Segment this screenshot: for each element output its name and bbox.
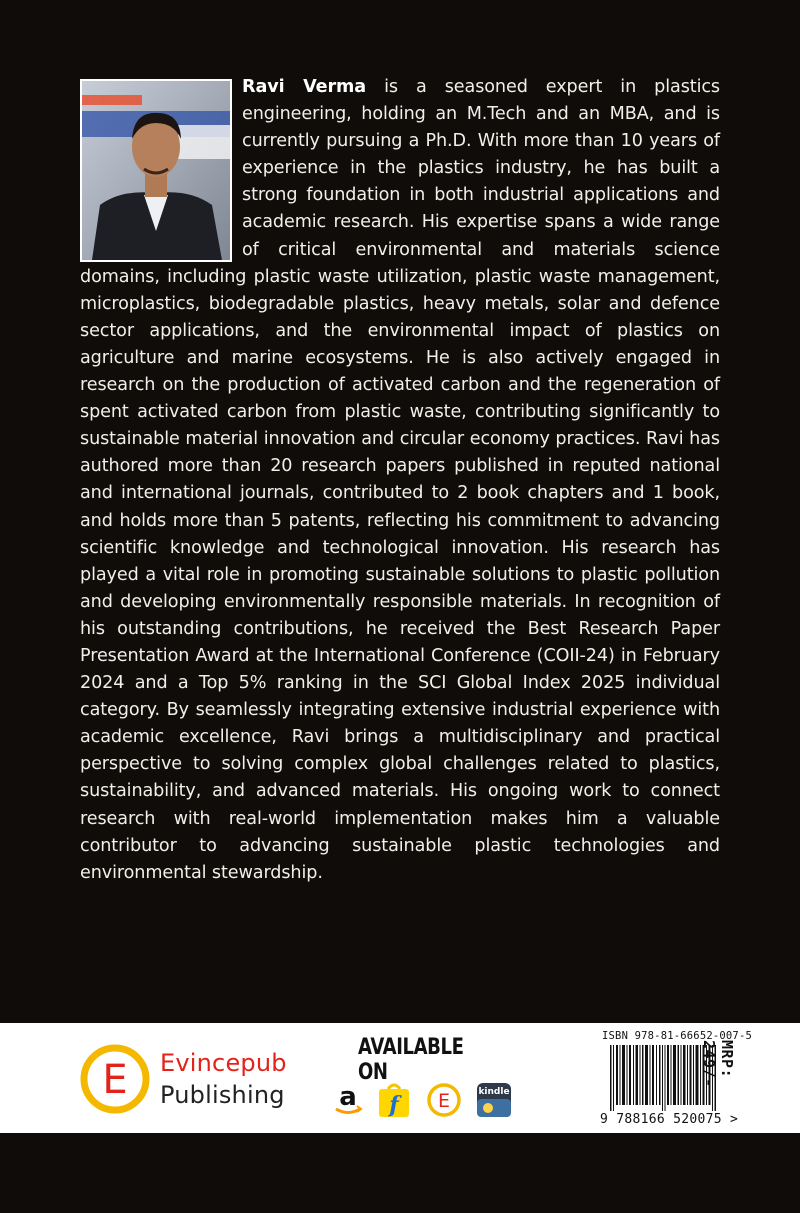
available-on-title: AVAILABLE ON [358, 1035, 464, 1085]
publisher-name-line1: Evincepub [160, 1049, 287, 1077]
author-name: Ravi Verma [242, 77, 367, 97]
evincepub-store-icon [426, 1081, 462, 1119]
isbn-digits: 9 788166 520075 > [600, 1112, 739, 1127]
svg-text:E: E [437, 1090, 451, 1112]
svg-text:kindle: kindle [478, 1087, 510, 1097]
photo-spacer [80, 74, 232, 259]
logo-letter: E [102, 1057, 128, 1103]
author-bio [80, 74, 720, 887]
svg-text:a: a [339, 1082, 357, 1112]
svg-text:f: f [389, 1092, 399, 1118]
amazon-icon [330, 1081, 366, 1119]
isbn-label: ISBN 978-81-66652-007-5 [602, 1030, 752, 1042]
kindle-icon [476, 1081, 512, 1119]
author-bio-text: is a seasoned expert in plastics engineering, holding an M.Tech and an MBA, and is currently pursuing a Ph.D. With more than 10 years of experience in the plastics industry, he has built a strong foundation in both industrial applications and academic research. His expertise spans a wide range of critical environmental and materials science domains, including plastic waste utilization, plastic waste management, microplastics, biodegradable plastics, heavy metals, solar and defence sector applications, and the environmental impact of plastics on agriculture and marine ecosystems. He is also actively engaged in research on the production of activated carbon and the regeneration of spent activated carbon from plastic waste, contributing significantly to sustainable material innovation and circular economy practices. Ravi has authored more than 20 research papers published in reputed national and international journals, contributed to 2 book chapters and 1 book, and holds more than 5 patents, reflecting his commitment to advancing scientific knowledge and technological innovation. His research has played a vital role in promoting sustainable solutions to plastic pollution and developing environmentally responsible materials. In recognition of his outstanding contributions, he received the Best Research Paper Presentation Award at the International Conference (COII-24) in February 2024 and a Top 5% ranking in the SCI Global Index 2025 individual category. By seamlessly integrating extensive industrial experience with academic excellence, Ravi brings a multidisciplinary and practical perspective to solving complex global challenges related to plastics, sustainability, and advanced materials. His ongoing work to connect research with real-world implementation makes him a valuable contributor to advancing sustainable plastic technologies and environmental stewardship. [80, 77, 720, 883]
publisher-name-line2: Publishing [160, 1081, 285, 1109]
store-icons [330, 1081, 520, 1121]
price-label: MRP: 249/- [700, 1040, 736, 1088]
footer-band [0, 1023, 800, 1133]
available-on [330, 1035, 520, 1118]
publisher-logo [78, 1041, 288, 1116]
isbn-barcode [598, 1030, 796, 1130]
flipkart-icon [376, 1081, 412, 1119]
evincepub-logo-icon [78, 1043, 152, 1115]
